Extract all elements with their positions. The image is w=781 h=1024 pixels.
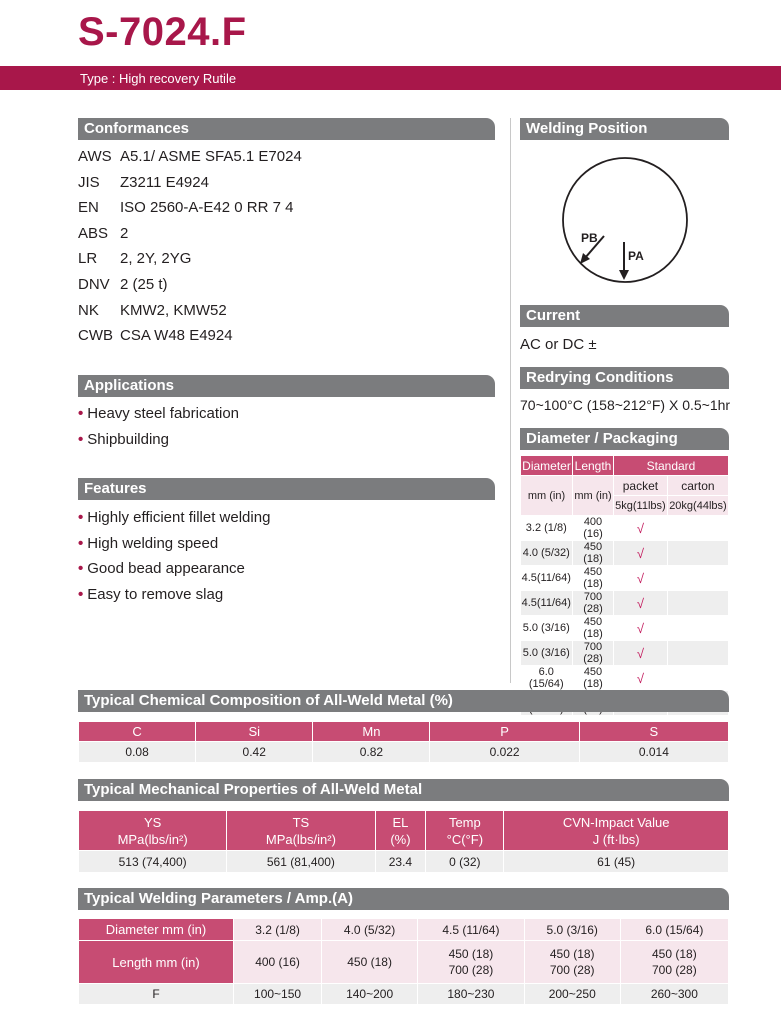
chem-value: 0.08	[79, 742, 196, 763]
pk-length: 400 (16)	[573, 516, 614, 541]
param-diameter: 3.2 (1/8)	[234, 919, 322, 941]
param-current-range: 260~300	[620, 984, 728, 1005]
param-diameter: 5.0 (3/16)	[524, 919, 620, 941]
feature-text: High welding speed	[87, 534, 219, 552]
pk-diameter: 5.0 (3/16)	[521, 616, 573, 641]
application-text: Heavy steel fabrication	[87, 405, 240, 422]
pk-carton-empty	[667, 516, 728, 541]
pk-length: 700 (28)	[573, 591, 614, 616]
conformance-value: 2	[120, 224, 129, 242]
conformance-standard: JIS	[78, 173, 100, 191]
conformance-standard: LR	[78, 250, 98, 268]
type-text: Type : High recovery Rutile	[80, 71, 237, 86]
chem-value: 0.82	[313, 742, 430, 763]
mech-property-header	[79, 811, 227, 851]
bullet-icon: •	[78, 431, 84, 448]
param-current-range: 100~150	[234, 984, 322, 1005]
mech-property-header	[227, 811, 375, 851]
check-icon: √	[614, 541, 668, 566]
pk-h-carton: carton	[667, 476, 728, 496]
pk-h-length: Length	[573, 456, 614, 476]
pk-diameter: 4.5(11/64)	[521, 566, 573, 591]
conformance-row	[78, 248, 191, 270]
pk-carton-empty	[667, 591, 728, 616]
packaging-row	[521, 666, 729, 691]
pk-diameter: 5.0 (3/16)	[521, 641, 573, 666]
chemical-table	[78, 721, 729, 763]
pa-arrowhead	[619, 270, 629, 280]
pb-label: PB	[581, 231, 598, 245]
conformance-row	[78, 300, 227, 322]
feature-item	[78, 585, 223, 605]
chem-value: 0.014	[579, 742, 728, 763]
mech-header-name: CVN-Impact Value	[562, 814, 670, 830]
chem-element-header: C	[79, 722, 196, 742]
conformance-row	[78, 172, 209, 194]
packaging-row	[521, 616, 729, 641]
application-text: Shipbuilding	[87, 431, 169, 448]
conformance-value: 2, 2Y, 2YG	[120, 250, 192, 268]
param-diameter: 4.5 (11/64)	[418, 919, 525, 941]
param-current-range: 200~250	[524, 984, 620, 1005]
page-title: S-7024.F	[78, 10, 247, 54]
param-length-a: 450 (18)	[347, 955, 392, 969]
pk-carton-empty	[667, 566, 728, 591]
pk-carton-empty	[667, 541, 728, 566]
param-current-range: 140~200	[322, 984, 418, 1005]
conformance-row	[78, 223, 128, 245]
param-current-range: 180~230	[418, 984, 525, 1005]
conformance-standard: EN	[78, 199, 99, 217]
pk-u-diameter: mm (in)	[521, 476, 573, 516]
feature-text: Highly efficient fillet welding	[87, 509, 271, 526]
packaging-table	[520, 455, 729, 716]
features-header: Features	[78, 478, 495, 500]
mech-property-header	[426, 811, 504, 851]
diameter-packaging-header: Diameter / Packaging	[520, 428, 729, 450]
pa-label: PA	[628, 249, 644, 263]
feature-item	[78, 534, 218, 554]
pk-h-standard: Standard	[614, 456, 729, 476]
mechanical-table	[78, 810, 729, 873]
current-header: Current	[520, 305, 729, 327]
mech-property-header	[375, 811, 426, 851]
chem-value: 0.022	[430, 742, 579, 763]
pk-diameter: 6.0 (15/64)	[521, 666, 573, 691]
param-length-a: 450 (18)	[652, 947, 697, 961]
check-icon: √	[614, 666, 668, 691]
bullet-icon: •	[78, 534, 84, 552]
check-icon: √	[614, 516, 668, 541]
chemical-header: Typical Chemical Composition of All-Weld Metal (%)	[78, 690, 729, 712]
check-icon: √	[614, 566, 668, 591]
param-length-a: 450 (18)	[549, 947, 595, 961]
param-length	[524, 941, 620, 984]
pk-u-length: mm (in)	[573, 476, 614, 516]
pk-h-diameter: Diameter	[521, 456, 573, 476]
param-length-b: 700 (28)	[448, 963, 494, 977]
pk-carton-empty	[667, 666, 728, 691]
mech-header-unit: J (ft·lbs)	[592, 831, 640, 847]
conformance-value: ISO 2560-A-E42 0 RR 7 4	[120, 199, 294, 217]
param-length-a: 400 (16)	[255, 955, 300, 969]
pk-length: 450 (18)	[573, 566, 614, 591]
mech-value: 61 (45)	[504, 851, 729, 873]
conformance-row	[78, 325, 233, 347]
feature-text: Good bead appearance	[87, 560, 245, 578]
pk-length: 700 (28)	[573, 641, 614, 666]
bullet-icon: •	[78, 509, 84, 526]
chem-value: 0.42	[196, 742, 313, 763]
current-value: AC or DC ±	[520, 336, 597, 353]
mech-header-unit: °C(°F)	[446, 831, 484, 847]
param-length-b: 700 (28)	[549, 963, 595, 977]
bullet-icon: •	[78, 560, 84, 578]
column-divider	[510, 118, 511, 683]
conformance-value: A5.1/ ASME SFA5.1 E7024	[120, 148, 302, 165]
param-diameter-label: Diameter mm (in)	[79, 919, 234, 941]
redrying-value: 70~100°C (158~212°F) X 0.5~1hr	[520, 397, 731, 413]
pk-diameter: 4.0 (5/32)	[521, 541, 573, 566]
conformance-row	[78, 146, 302, 168]
chem-element-header: S	[579, 722, 728, 742]
check-icon: √	[614, 591, 668, 616]
check-icon: √	[614, 641, 668, 666]
param-length	[418, 941, 525, 984]
mech-value: 23.4	[375, 851, 426, 873]
param-length	[620, 941, 728, 984]
mech-header-unit: (%)	[390, 831, 411, 847]
mech-header-name: Temp	[448, 814, 481, 830]
conformance-standard: DNV	[78, 276, 110, 293]
pk-u-packet: 5kg(11lbs)	[614, 496, 668, 516]
pk-length: 450 (18)	[573, 666, 614, 691]
application-item	[78, 430, 169, 450]
packaging-row	[521, 641, 729, 666]
feature-text: Easy to remove slag	[87, 586, 224, 604]
packaging-row	[521, 541, 729, 566]
packaging-row	[521, 516, 729, 541]
packaging-row	[521, 591, 729, 616]
param-length	[234, 941, 322, 984]
mech-header-unit: MPa(lbs/in²)	[117, 831, 188, 847]
mech-header-name: EL	[392, 814, 409, 830]
pk-length: 450 (18)	[573, 541, 614, 566]
redrying-header: Redrying Conditions	[520, 367, 729, 389]
chem-element-header: P	[430, 722, 579, 742]
mech-header-name: YS	[143, 814, 162, 830]
conformance-standard: ABS	[78, 224, 109, 242]
feature-item	[78, 508, 270, 528]
mech-value: 513 (74,400)	[79, 851, 227, 873]
check-icon: √	[614, 616, 668, 641]
packaging-row	[521, 566, 729, 591]
bullet-icon: •	[78, 586, 84, 604]
conformance-standard: NK	[78, 301, 99, 319]
conformance-standard: AWS	[78, 148, 112, 165]
applications-header: Applications	[78, 375, 495, 397]
pk-carton-empty	[667, 641, 728, 666]
param-diameter: 6.0 (15/64)	[620, 919, 728, 941]
mech-property-header	[504, 811, 729, 851]
conformance-value: KMW2, KMW52	[120, 301, 227, 319]
chem-element-header: Mn	[313, 722, 430, 742]
conformance-standard: CWB	[78, 327, 113, 345]
mech-header-unit: MPa(lbs/in²)	[265, 831, 336, 847]
conformances-header: Conformances	[78, 118, 495, 140]
conformance-row	[78, 197, 293, 219]
welding-position-header: Welding Position	[520, 118, 729, 140]
param-length-label: Length mm (in)	[79, 941, 234, 984]
pk-diameter: 3.2 (1/8)	[521, 516, 573, 541]
conformance-value: Z3211 E4924	[120, 173, 209, 191]
conformance-value: CSA W48 E4924	[120, 327, 233, 345]
conformance-value: 2 (25 t)	[120, 276, 168, 293]
parameters-header: Typical Welding Parameters / Amp.(A)	[78, 888, 729, 910]
pk-u-carton: 20kg(44lbs)	[667, 496, 728, 516]
param-length-a: 450 (18)	[448, 947, 494, 961]
param-length-b: 700 (28)	[652, 963, 697, 977]
parameters-table	[78, 918, 729, 1005]
param-diameter: 4.0 (5/32)	[322, 919, 418, 941]
mech-value: 0 (32)	[426, 851, 504, 873]
bullet-icon: •	[78, 405, 84, 422]
pk-h-packet: packet	[614, 476, 668, 496]
mech-value: 561 (81,400)	[227, 851, 375, 873]
welding-position-diagram	[520, 150, 730, 300]
conformance-row	[78, 274, 168, 296]
param-length	[322, 941, 418, 984]
feature-item	[78, 559, 245, 579]
mechanical-header: Typical Mechanical Properties of All-Weld Metal	[78, 779, 729, 801]
pk-carton-empty	[667, 616, 728, 641]
chem-element-header: Si	[196, 722, 313, 742]
application-item	[78, 404, 239, 424]
pk-length: 450 (18)	[573, 616, 614, 641]
param-f-label: F	[79, 984, 234, 1005]
mech-header-name: TS	[292, 814, 310, 830]
pk-diameter: 4.5(11/64)	[521, 591, 573, 616]
